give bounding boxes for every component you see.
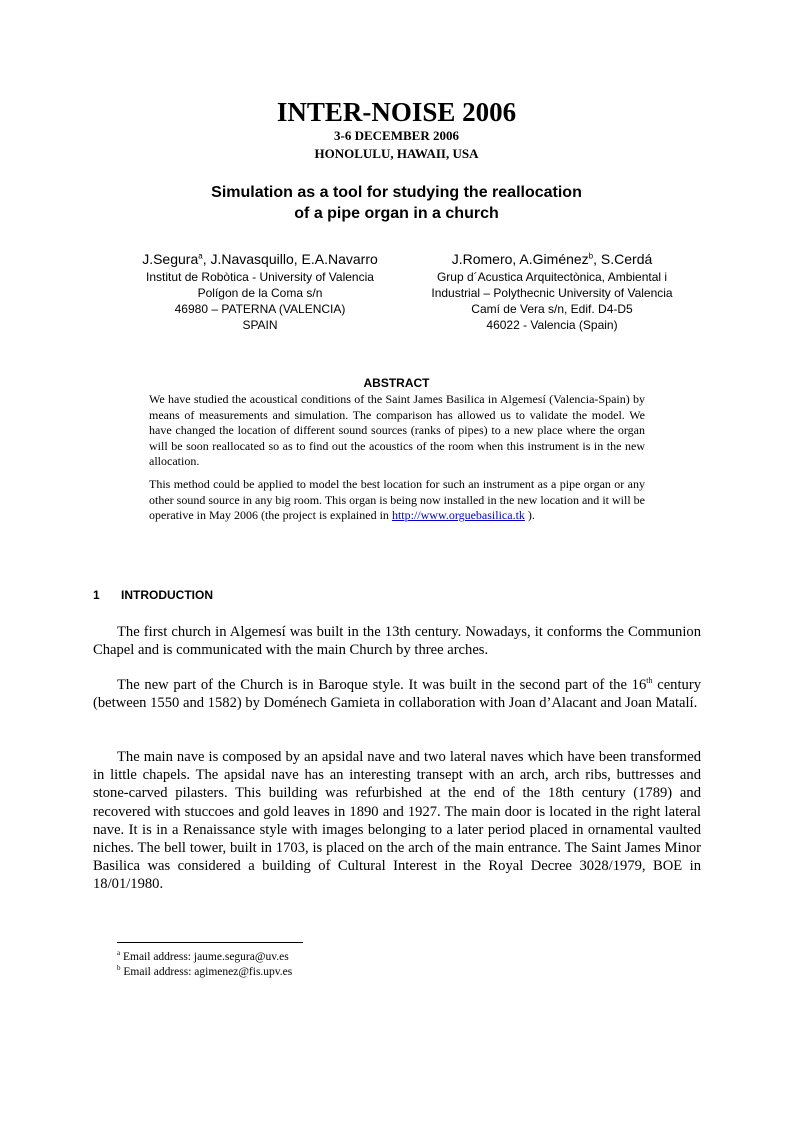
affiliation-line: Industrial – Polythecnic University of Valencia (431, 286, 673, 300)
affiliation-line: Institut de Robòtica - University of Valencia (146, 270, 374, 284)
conference-place: HONOLULU, HAWAII, USA (314, 146, 479, 161)
section-heading (93, 588, 213, 603)
paper-title-line1: Simulation as a tool for studying the reallocation (211, 184, 582, 201)
body-text: The first church in Algemesí was built in the 13th century. Nowadays, it conforms the Communion Chapel and is communicated with the main Church by three arches. (93, 624, 701, 659)
author-names-rest: , J.Navasquillo, E.A.Navarro (202, 251, 378, 267)
abstract-text (149, 477, 645, 524)
section-title: INTRODUCTION (121, 588, 213, 602)
intro-paragraph-1 (93, 623, 701, 659)
affiliation-line: Polígon de la Coma s/n (197, 286, 323, 300)
footnote-item (117, 950, 292, 965)
body-text-before-sup: The new part of the Church is in Baroque style. It was built in the second part of the 16 (117, 677, 647, 693)
ordinal-superscript: th (646, 676, 653, 686)
paper-title (0, 182, 793, 224)
body-text-after-sup: century (between 1550 and 1582) by Doménech Gamieta in collaboration with Joan d’Alacant and Joan Matalí. (93, 677, 701, 712)
author-name: J.Segura (142, 251, 199, 267)
author-block-left (110, 250, 410, 333)
conference-date: 3-6 DECEMBER 2006 (334, 128, 459, 143)
body-text (93, 676, 701, 712)
body-text: The main nave is composed by an apsidal nave and two lateral naves which have been transformed in little chapels. The apsidal nave has an interesting transept with an arch, arch ribs, buttresses and stone-carved pilasters. This building was refurbished at the end of the 18th century (1789) and recovered with stuccoes and gold leaves in 1890 and 1927. The main door is located in the right lateral nave. It is in a Renaissance style with images belonging to a later period placed in ornamental vaulted niches. The bell tower, built in 1703, is placed on the arch of the main entrance. The Saint James Minor Basilica was considered a building of Cultural Interest in the Royal Decree 3028/1979, BOE in 18/01/1980. (93, 749, 701, 893)
author-name: J.Romero, A.Giménez (451, 251, 589, 267)
footnote-text: Email address: jaume.segura@uv.es (120, 951, 289, 963)
abstract-text: We have studied the acoustical conditions of the Saint James Basilica in Algemesí (Valencia-Spain) by means of measurements and simulation. The comparison has allowed us to validate the model. We have changed the location of different sound sources (ranks of pipes) to a new place where the organ will be soon reallocated so as to find out the acoustics of the room when this instrument is in the new allocation. (149, 392, 645, 469)
footnote-mark: a (117, 949, 121, 958)
affiliation-line: Grup d´Acustica Arquitectònica, Ambiental i (436, 270, 668, 284)
abstract-paragraph-1 (149, 392, 645, 470)
abstract-paragraph-2 (149, 477, 645, 524)
abstract-text-after-link: ). (524, 508, 535, 523)
affiliation-line: SPAIN (242, 318, 278, 332)
footnote-divider (117, 942, 303, 943)
conference-title: INTER-NOISE 2006 (276, 97, 517, 127)
intro-paragraph-2 (93, 676, 701, 712)
intro-paragraph-3 (93, 748, 701, 894)
author-names-right (402, 250, 702, 268)
author-names-left (110, 250, 410, 268)
author-footnote-mark: b (588, 251, 594, 261)
affiliation-line: Camí de Vera s/n, Edif. D4-D5 (471, 302, 633, 316)
author-names-rest: , S.Cerdá (593, 251, 653, 267)
footnote-text: Email address: agimenez@fis.upv.es (120, 966, 293, 978)
footnote-item (117, 965, 292, 980)
affiliation-line: 46980 – PATERNA (VALENCIA) (174, 302, 346, 316)
footnote-mark: b (117, 964, 121, 973)
project-link[interactable]: http://www.orguebasilica.tk (391, 508, 525, 523)
author-footnote-mark: a (198, 251, 203, 261)
affiliation-line: 46022 - Valencia (Spain) (486, 318, 618, 332)
abstract-text-before-link: This method could be applied to model the best location for such an instrument as a pipe organ or any other sound source in any big room. This organ is being now installed in the new location and it will be operative in May 2006 (the project is explained in (149, 477, 645, 523)
section-number: 1 (93, 588, 100, 602)
author-block-right (402, 250, 702, 333)
footnotes (117, 950, 292, 980)
abstract-heading: ABSTRACT (363, 376, 430, 390)
paper-title-line2: of a pipe organ in a church (294, 205, 499, 222)
